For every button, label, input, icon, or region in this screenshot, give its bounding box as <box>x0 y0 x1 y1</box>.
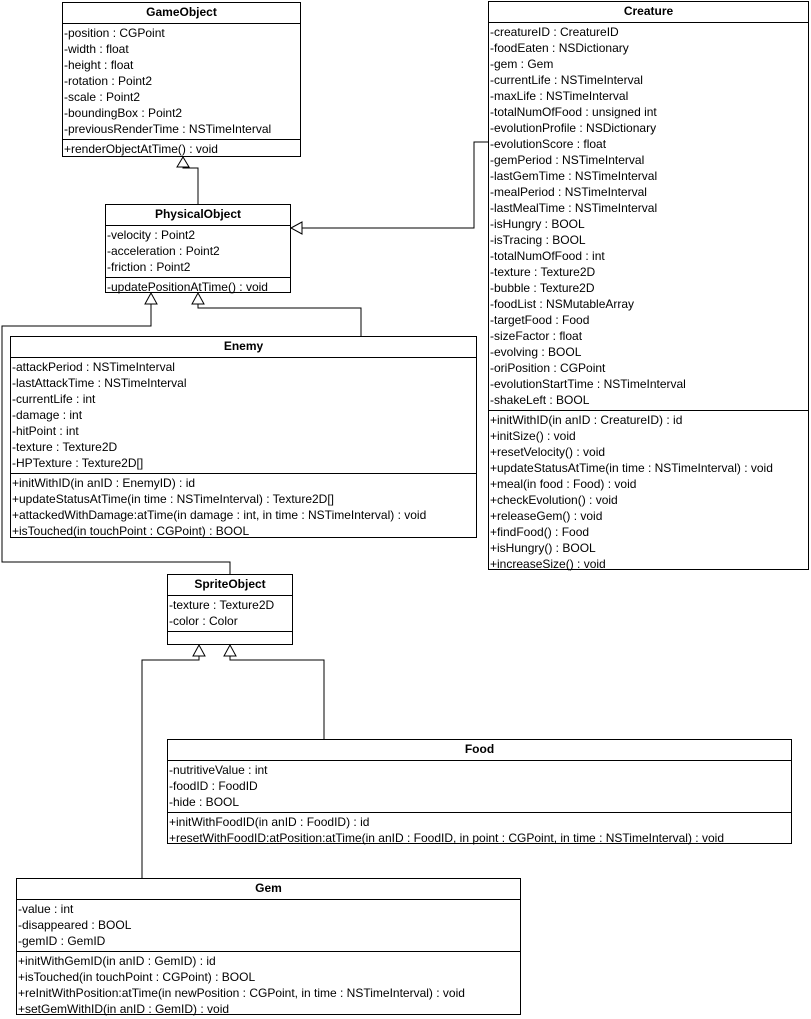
method: +attackedWithDamage:atTime(in damage : int, in time : NSTimeInterval) : void <box>12 508 427 522</box>
methods-section <box>63 140 300 159</box>
attribute: -oriPosition : CGPoint <box>490 361 606 375</box>
method: +findFood() : Food <box>490 525 590 539</box>
class-name: PhysicalObject <box>106 205 290 226</box>
attribute: -hitPoint : int <box>12 424 79 438</box>
method: +isTouched(in touchPoint : CGPoint) : BOOL <box>18 970 256 984</box>
class-spriteobject <box>167 574 293 645</box>
method: +releaseGem() : void <box>490 509 603 523</box>
methods-section <box>168 632 292 649</box>
generalization-arrowhead <box>291 222 302 234</box>
attribute: -hide : BOOL <box>169 795 240 809</box>
attribute: -HPTexture : Texture2D[] <box>12 456 144 470</box>
attributes-section <box>489 23 808 411</box>
attribute: -evolutionProfile : NSDictionary <box>490 121 657 135</box>
attribute: -currentLife : int <box>12 392 96 406</box>
attribute: -texture : Texture2D <box>169 598 275 612</box>
method: +initWithID(in anID : EnemyID) : id <box>12 476 196 490</box>
attribute: -value : int <box>18 902 74 916</box>
attribute: -disappeared : BOOL <box>18 918 132 932</box>
attribute: -height : float <box>64 58 134 72</box>
attribute: -shakeLeft : BOOL <box>490 393 590 407</box>
attributes-section <box>106 226 290 278</box>
generalization-physicalobject-gameobject <box>183 166 198 204</box>
class-name: Creature <box>489 2 808 23</box>
attribute: -acceleration : Point2 <box>107 244 220 258</box>
method: +isTouched(in touchPoint : CGPoint) : BOOL <box>12 524 250 538</box>
class-food <box>167 739 792 844</box>
attributes-section <box>63 24 300 140</box>
attribute: -gemID : GemID <box>18 934 106 948</box>
attribute: -lastAttackTime : NSTimeInterval <box>12 376 187 390</box>
generalization-creature-physicalobject <box>302 142 488 228</box>
attribute: -texture : Texture2D <box>12 440 118 454</box>
attribute: -boundingBox : Point2 <box>64 106 183 120</box>
method: +checkEvolution() : void <box>490 493 618 507</box>
methods-section <box>11 474 476 541</box>
methods-section <box>489 411 808 574</box>
attribute: -creatureID : CreatureID <box>490 25 619 39</box>
attribute: -targetFood : Food <box>490 313 590 327</box>
method: +initWithID(in anID : CreatureID) : id <box>490 413 683 427</box>
class-gameobject <box>62 2 301 157</box>
attribute: -friction : Point2 <box>107 260 191 274</box>
attribute: -gemPeriod : NSTimeInterval <box>490 153 645 167</box>
attribute: -totalNumOfFood : unsigned int <box>490 105 657 119</box>
method: +reInitWithPosition:atTime(in newPosition : CGPoint, in time : NSTimeInterval) : void <box>18 986 465 1000</box>
attribute: -bubble : Texture2D <box>490 281 595 295</box>
attribute: -damage : int <box>12 408 83 422</box>
attribute: -evolutionScore : float <box>490 137 607 151</box>
attribute: -velocity : Point2 <box>107 228 196 242</box>
methods-section <box>168 813 791 848</box>
attribute: -evolutionStartTime : NSTimeInterval <box>490 377 686 391</box>
attribute: -currentLife : NSTimeInterval <box>490 73 643 87</box>
class-enemy <box>10 336 477 538</box>
attribute: -totalNumOfFood : int <box>490 249 605 263</box>
attribute: -maxLife : NSTimeInterval <box>490 89 629 103</box>
method: +resetWithFoodID:atPosition:atTime(in anID : FoodID, in point : CGPoint, in time : NSTimeInterval) : void <box>169 831 724 845</box>
attributes-section <box>168 596 292 632</box>
class-name: SpriteObject <box>168 575 292 596</box>
class-gem <box>16 878 521 1015</box>
attribute: -mealPeriod : NSTimeInterval <box>490 185 647 199</box>
attribute: -previousRenderTime : NSTimeInterval <box>64 122 272 136</box>
attribute: -position : CGPoint <box>64 26 165 40</box>
method: +initSize() : void <box>490 429 576 443</box>
attribute: -foodEaten : NSDictionary <box>490 41 629 55</box>
attribute: -color : Color <box>169 614 238 628</box>
attributes-section <box>11 358 476 474</box>
attribute: -texture : Texture2D <box>490 265 596 279</box>
class-name: Gem <box>17 879 520 900</box>
attribute: -foodID : FoodID <box>169 779 258 793</box>
method: +meal(in food : Food) : void <box>490 477 637 491</box>
method: +resetVelocity() : void <box>490 445 606 459</box>
attribute: -sizeFactor : float <box>490 329 583 343</box>
attribute: -foodList : NSMutableArray <box>490 297 635 311</box>
methods-section <box>106 278 290 297</box>
class-name: Enemy <box>11 337 476 358</box>
attribute: -lastMealTime : NSTimeInterval <box>490 201 658 215</box>
method: +setGemWithID(in anID : GemID) : void <box>18 1002 230 1016</box>
attributes-section <box>17 900 520 952</box>
attribute: -width : float <box>64 42 129 56</box>
generalization-food-spriteobject <box>230 656 324 739</box>
attributes-section <box>168 761 791 813</box>
method: +initWithFoodID(in anID : FoodID) : id <box>169 815 370 829</box>
class-name: GameObject <box>63 3 300 24</box>
attribute: -isTracing : BOOL <box>490 233 586 247</box>
attribute: -attackPeriod : NSTimeInterval <box>12 360 175 374</box>
attribute: -evolving : BOOL <box>490 345 582 359</box>
method: +initWithGemID(in anID : GemID) : id <box>18 954 216 968</box>
method: +isHungry() : BOOL <box>490 541 596 555</box>
method: +updateStatusAtTime(in time : NSTimeInterval) : void <box>490 461 773 475</box>
class-creature <box>488 1 809 570</box>
attribute: -gem : Gem <box>490 57 554 71</box>
method: +updateStatusAtTime(in time : NSTimeInterval) : Texture2D[] <box>12 492 335 506</box>
method: -updatePositionAtTime() : void <box>107 280 268 294</box>
attribute: -lastGemTime : NSTimeInterval <box>490 169 658 183</box>
generalization-enemy-physicalobject <box>198 304 361 336</box>
methods-section <box>17 952 520 1019</box>
attribute: -nutritiveValue : int <box>169 763 268 777</box>
attribute: -rotation : Point2 <box>64 74 153 88</box>
method: +renderObjectAtTime() : void <box>64 142 218 156</box>
attribute: -scale : Point2 <box>64 90 141 104</box>
method: +increaseSize() : void <box>490 557 606 571</box>
class-physicalobject <box>105 204 291 293</box>
attribute: -isHungry : BOOL <box>490 217 585 231</box>
class-name: Food <box>168 740 791 761</box>
